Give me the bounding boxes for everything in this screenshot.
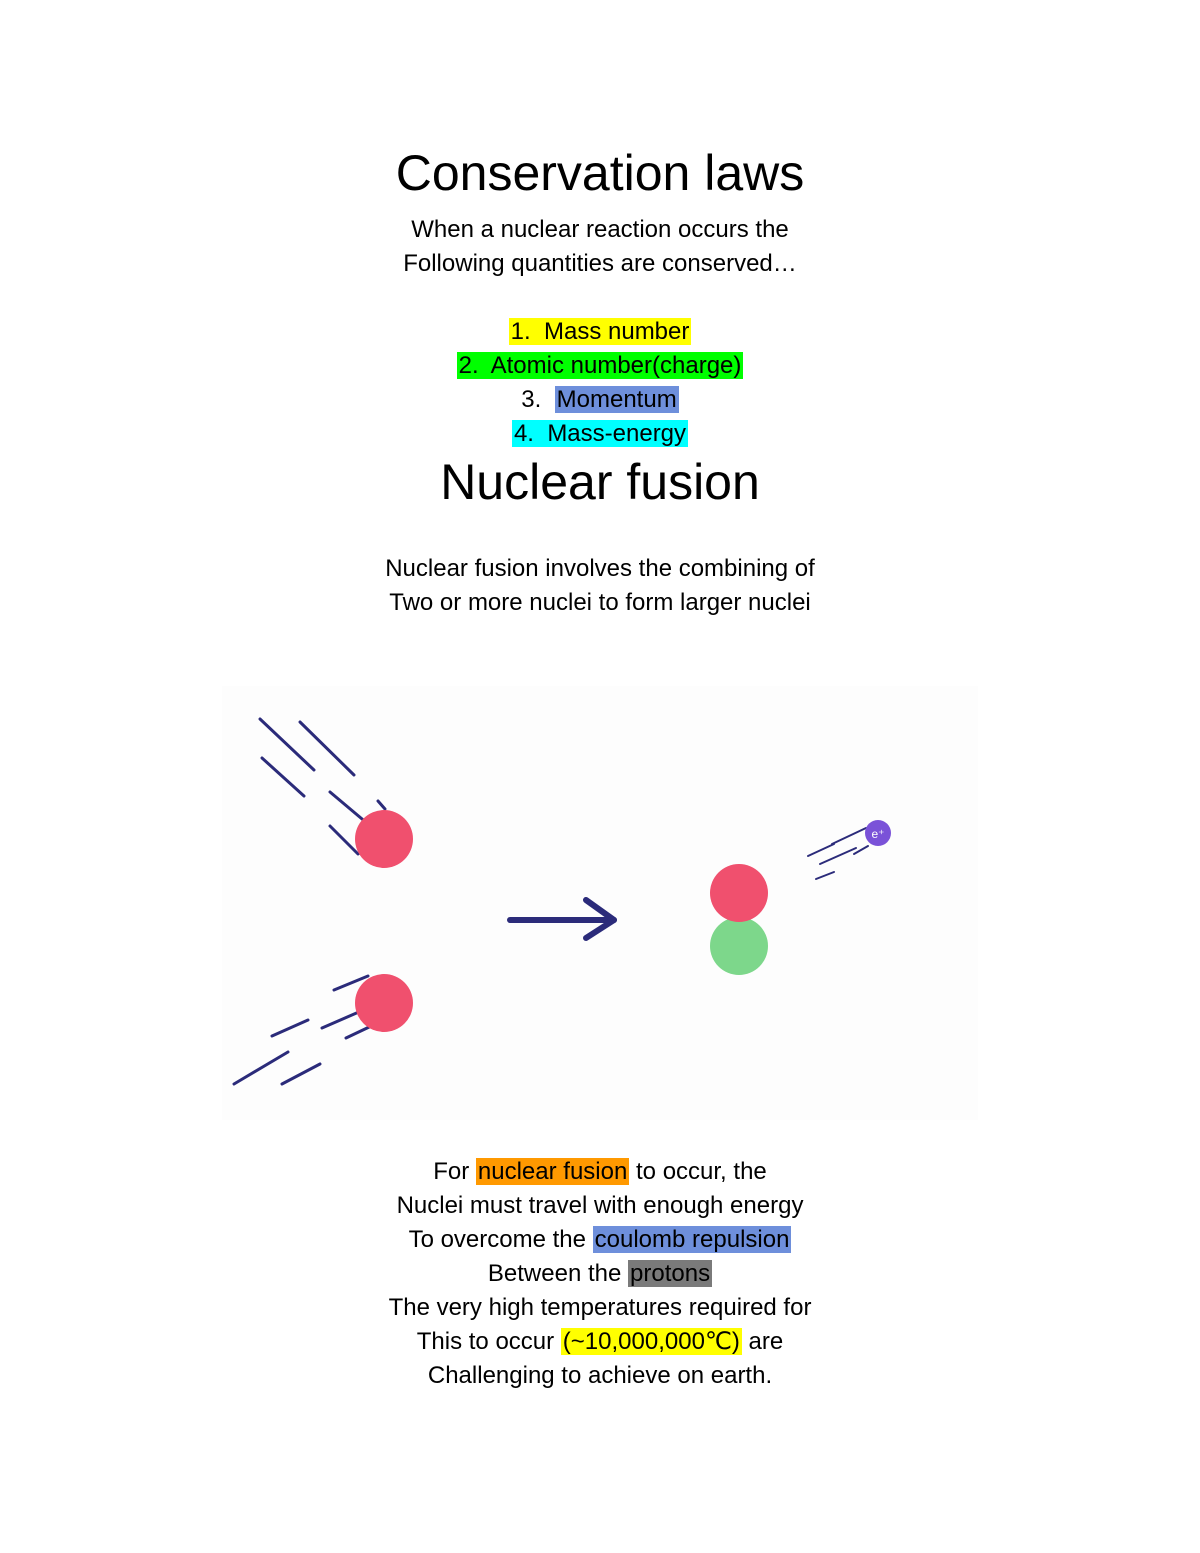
list-item-label: Atomic number(charge) [490,352,742,379]
highlight-protons: protons [630,1260,711,1287]
list-item-highlight [512,420,688,447]
list-item-momentum [0,383,1200,417]
conservation-intro-line: When a nuclear reaction occurs the [411,216,789,243]
fusion-intro-line: Two or more nuclei to form larger nuclei [389,589,811,616]
nucleus-proton-lower [355,974,413,1032]
list-item-label: Mass number [543,318,690,345]
list-item-mass-number [0,315,1200,349]
highlight-temperature: (~10,000,000℃) [562,1328,740,1355]
conditions-text: To overcome the [408,1226,593,1253]
conditions-text: For [433,1158,476,1185]
diagram-background [222,686,978,1120]
list-item-highlight [509,318,692,345]
fusion-intro-line: Nuclear fusion involves the combining of [385,555,815,582]
list-item-number: 3. [521,386,542,413]
conservation-intro [0,213,1200,281]
list-item-number: 1. [510,318,531,345]
conditions-line [0,1325,1200,1359]
list-item-mass-energy [0,417,1200,451]
fusion-conditions [0,1155,1200,1393]
conservation-laws-title: Conservation laws [395,145,805,201]
conditions-line: Challenging to achieve on earth. [427,1362,773,1389]
list-item-number: 4. [513,420,534,447]
conditions-text: are [741,1328,784,1355]
fusion-diagram [222,686,978,1120]
list-item-label: Mass-energy [547,420,687,447]
list-item-label: Momentum [556,386,677,413]
positron-label: e⁺ [871,827,885,841]
conservation-intro-line: Following quantities are conserved… [403,250,797,277]
conditions-line [0,1223,1200,1257]
nucleus-neutron [710,917,768,975]
nucleus-proton-product [710,864,768,922]
list-item-highlight [457,352,744,379]
list-item-number: 2. [458,352,479,379]
fusion-intro [0,552,1200,620]
conditions-text: to occur, the [629,1158,767,1185]
conditions-line [0,1155,1200,1189]
conditions-line: Nuclei must travel with enough energy [396,1192,804,1219]
conditions-text: This to occur [416,1328,561,1355]
conditions-text: Between the [487,1260,629,1287]
conditions-line [0,1257,1200,1291]
conditions-line: The very high temperatures required for [388,1294,812,1321]
list-item-atomic-number [0,349,1200,383]
nuclear-fusion-title: Nuclear fusion [440,454,760,510]
nucleus-proton-upper [355,810,413,868]
highlight-nuclear-fusion: nuclear fusion [477,1158,628,1185]
conserved-quantities-list [0,315,1200,451]
highlight-coulomb-repulsion: coulomb repulsion [594,1226,790,1253]
